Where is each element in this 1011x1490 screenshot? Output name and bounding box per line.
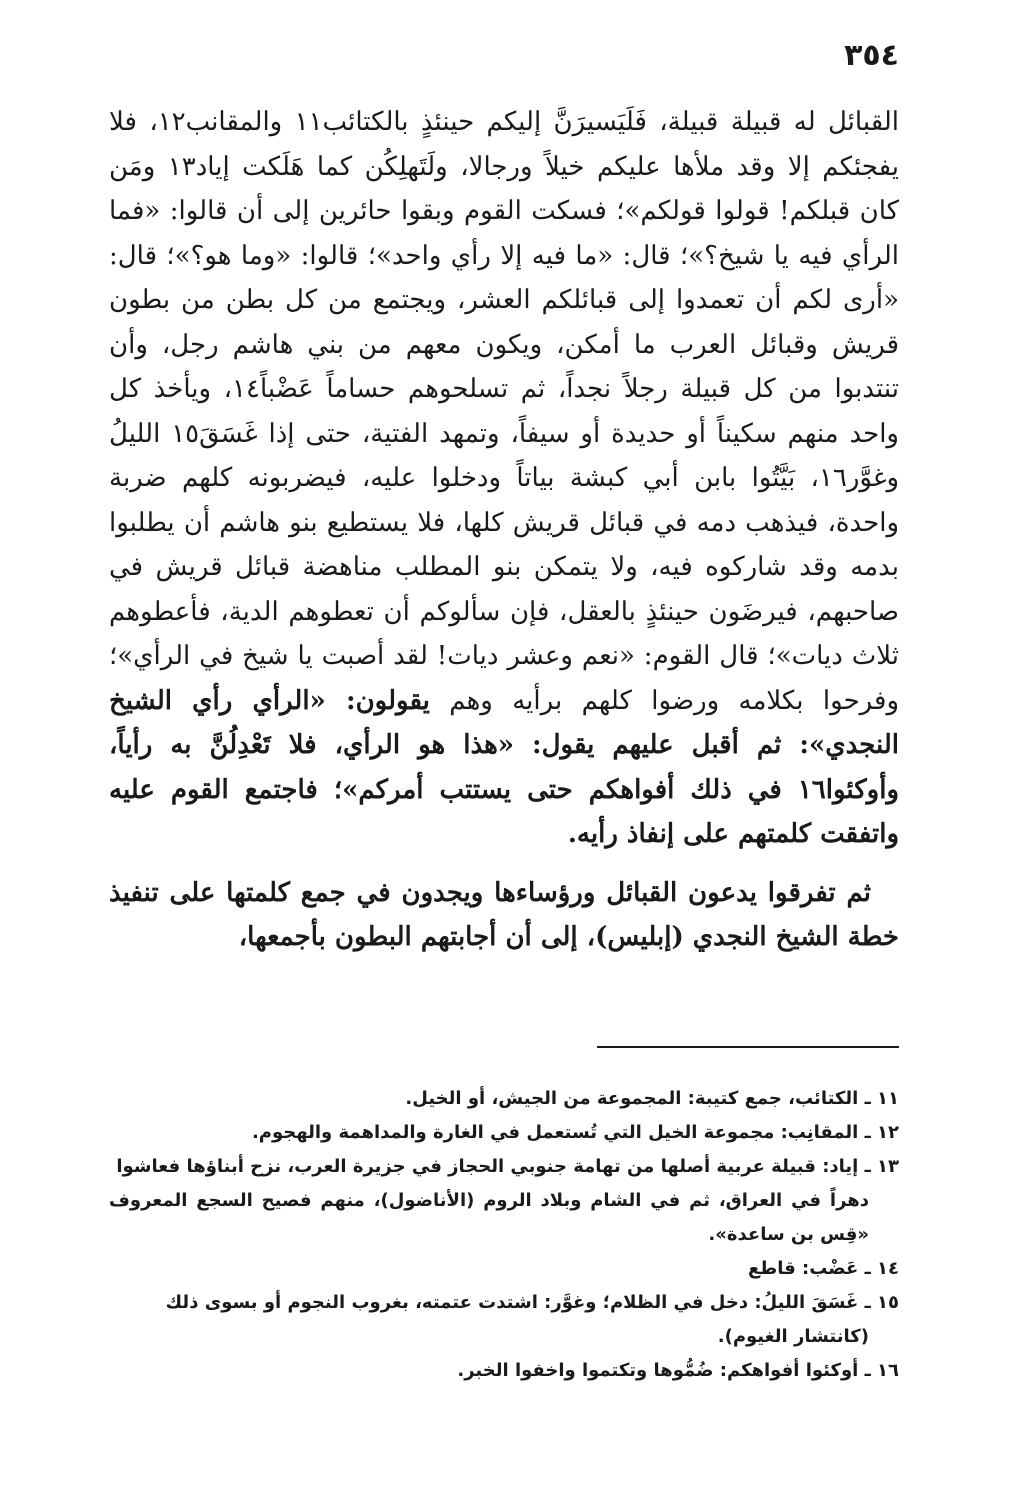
- footnote-text: ١٤ ـ عَضْب: قاطع: [747, 1258, 899, 1279]
- paragraph-2: ثم تفرقوا يدعون القبائل ورؤساءها ويجدون في جمع كلمتها على تنفيذ خطة الشيخ النجدي (إبليس)، إلى أن أجابتهم البطون بأجمعها،: [109, 877, 899, 952]
- footnote-12: [109, 1116, 899, 1150]
- footnotes: [109, 1082, 899, 1388]
- footnote-text: ١٦ ـ أوكئوا أفواهكم: ضُمُّوها وتكتموا واخفوا الخبر.: [457, 1360, 899, 1381]
- footnote-continuation: دهراً في العراق، ثم في الشام وبلاد الروم (الأناضول)، منهم فصيح السجع المعروف «قِس بن ساعدة».: [109, 1190, 869, 1245]
- footnote-16: [109, 1354, 899, 1388]
- footnote-13: [109, 1150, 899, 1252]
- paragraph-1-bold: يقولون: «الرأي رأي الشيخ النجدي»: ثم أقبل عليهم يقول: «هذا هو الرأي، فلا تَعْدِلُنَّ به رأياً، وأوكئوا١٦ في ذلك أفواهكم حتى يستتب أمركم»؛ فاجتمع القوم عليه واتفقت كلمتهم على إنفاذ رأيه.: [109, 685, 899, 849]
- footnote-continuation: (كانتشار الغيوم).: [717, 1326, 869, 1347]
- footnote-14: [109, 1252, 899, 1286]
- main-text: [109, 100, 899, 960]
- footnote-11: [109, 1082, 899, 1116]
- footnote-text: ١١ ـ الكتائب، جمع كتيبة: المجموعة من الجيش، أو الخيل.: [405, 1088, 899, 1109]
- footnote-text: ١٥ ـ غَسَقَ الليلُ: دخل في الظلام؛ وغوَّر: اشتدت عتمته، بغروب النجوم أو بسوى ذلك: [165, 1292, 899, 1313]
- footnote-divider: [597, 1046, 899, 1048]
- paragraph-1: [109, 100, 899, 857]
- page-number: ٣٥٤: [844, 38, 899, 73]
- paragraph-1-normal: القبائل له قبيلة قبيلة، فَلَيَسيرَنَّ إليكم حينئذٍ بالكتائب١١ والمقانب١٢، فلا يفجئكم إلا وقد ملأها عليكم خيلاً ورجالا، ولَتَهلِكُن كما هَلَكت إياد١٣ ومَن كان قبلكم! قولوا قولكم»؛ فسكت القوم وبقوا حائرين إلى أن قالوا: «فما الرأي فيه يا شيخ؟»؛ قال: «ما فيه إلا رأي واحد»؛ قالوا: «وما هو؟»؛ قال: «أرى لكم أن تعمدوا إلى قبائلكم العشر، ويجتمع من كل بطن من بطون قريش وقبائل العرب ما أمكن، ويكون معهم من بني هاشم رجل، وأن تنتدبوا من كل قبيلة رجلاً نجداً، ثم تسلحوهم حساماً عَضْباً١٤، ويأخذ كل واحد منهم سكيناً أو حديدة أو سيفاً، وتمهد الفتية، حتى إذا غَسَقَ١٥ الليلُ وغوَّر١٦، بَيَّتُوا بابن أبي كبشة بياتاً ودخلوا عليه، فيضربونه كلهم ضربة واحدة، فيذهب دمه في قبائل قريش كلها، فلا يستطيع بنو هاشم أن يطلبوا بدمه وقد شاركوه فيه، ولا يتمكن بنو المطلب مناهضة قبائل قريش في صاحبهم، فيرضَون حينئذٍ بالعقل، فإن سألوكم أن تعطوهم الدية، فأعطوهم ثلاث ديات»؛ قال القوم: «نعم وعشر ديات! لقد أصبت يا شيخ في الرأي»؛ وفرحوا بكلامه ورضوا كلهم برأيه وهم: [109, 107, 899, 716]
- footnote-15: [109, 1286, 899, 1354]
- footnote-text: ١٣ ـ إياد: قبيلة عربية أصلها من تهامة جنوبي الحجاز في جزيرة العرب، نزح أبناؤها فعاشوا: [116, 1156, 899, 1177]
- footnote-text: ١٢ ـ المقانِب: مجموعة الخيل التي تُستعمل في الغارة والمداهمة والهجوم.: [251, 1122, 899, 1143]
